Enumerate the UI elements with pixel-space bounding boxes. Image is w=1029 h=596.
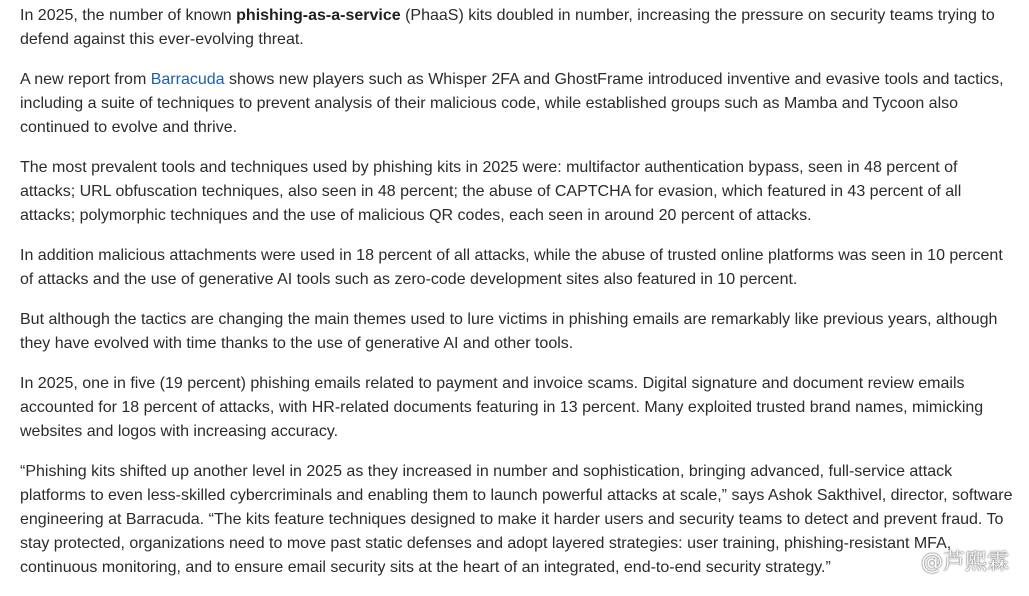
weibo-icon <box>890 549 918 573</box>
watermark-text: @芦熙霖 <box>920 550 1009 575</box>
paragraph-1 <box>20 4 1015 52</box>
p1-bold-term: phishing-as-a-service <box>236 7 401 24</box>
p2-text-end: shows new players such as Whisper 2FA and GhostFrame introduced inventive and evasive tools and tactics, including a suite of techniques to prevent analysis of their malicious code, while established groups such as Mamba and Tycoon also continued to evolve and thrive. <box>20 71 1004 136</box>
paragraph-7: “Phishing kits shifted up another level in 2025 as they increased in number and sophistication, bringing advanced, full-service attack platforms to even less-skilled cybercriminals and enabling them to launch powerful attacks at scale,” says Ashok Sakthivel, director, software engineering at Barracuda. “The kits feature techniques designed to make it harder users and security teams to detect and prevent fraud. To stay protected, organizations need to move past static defenses and adopt layered strategies: user training, phishing-resistant MFA, continuous monitoring, and to ensure email security sits at the heart of an integrated, end-to-end security strategy.” <box>20 463 1013 576</box>
p1-text-end: (PhaaS) kits doubled in number, increasing the pressure on security teams trying to defend against this ever-evolving threat. <box>20 7 995 48</box>
paragraph-5: But although the tactics are changing the main themes used to lure victims in phishing emails are remarkably like previous years, although they have evolved with time thanks to the use of generative AI and other tools. <box>20 311 998 352</box>
p1-text-start: In 2025, the number of known <box>20 7 237 24</box>
watermark <box>890 545 1009 576</box>
barracuda-link[interactable]: Barracuda <box>150 71 225 88</box>
p2-text-start: A new report from <box>20 71 151 88</box>
paragraph-3: The most prevalent tools and techniques used by phishing kits in 2025 were: multifactor authentication bypass, seen in 48 percent of attacks; URL obfuscation techniques, also seen in 48 percent; the abuse of CAPTCHA for evasion, which featured in 43 percent of all attacks; polymorphic techniques and the use of malicious QR codes, each seen in around 20 percent of attacks. <box>20 159 962 224</box>
article-body <box>20 4 1015 596</box>
paragraph-4: In addition malicious attachments were used in 18 percent of all attacks, while the abuse of trusted online platforms was seen in 10 percent of attacks and the use of generative AI tools such as zero-code development sites also featured in 10 percent. <box>20 247 1003 288</box>
paragraph-6: In 2025, one in five (19 percent) phishing emails related to payment and invoice scams. Digital signature and document review emails accounted for 18 percent of attacks, with HR-related documents featuring in 13 percent. Many exploited trusted brand names, mimicking websites and logos with increasing accuracy. <box>20 375 984 440</box>
paragraph-2 <box>20 68 1015 140</box>
